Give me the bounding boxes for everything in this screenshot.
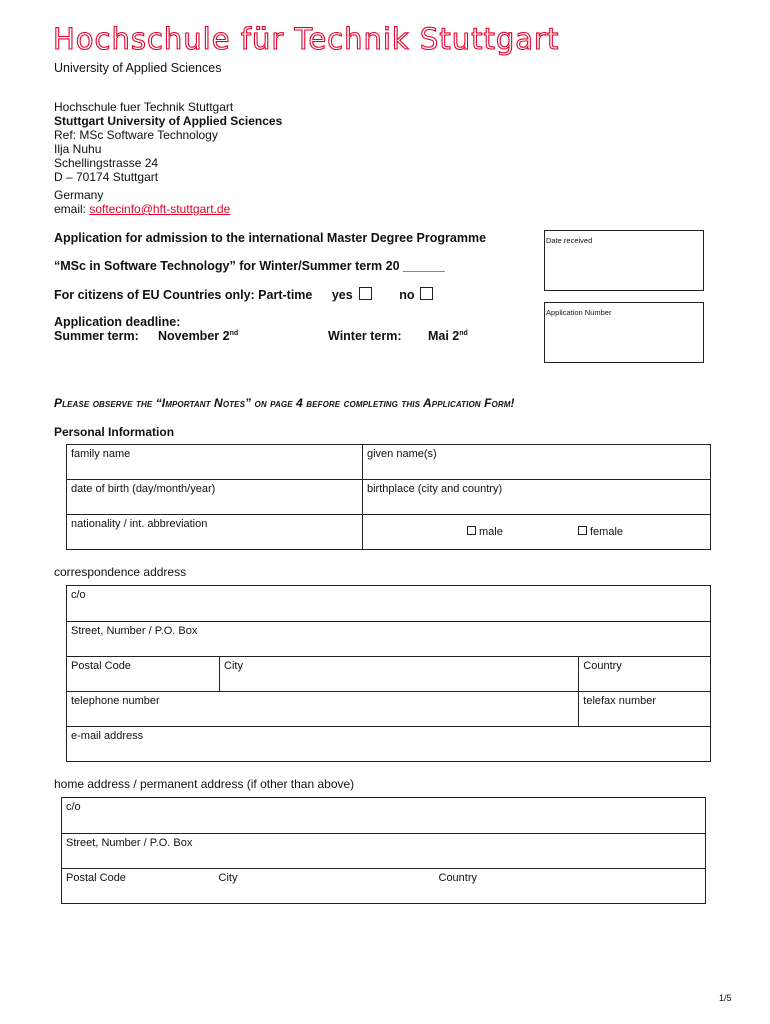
yes-label: yes bbox=[331, 288, 353, 302]
home-country-field[interactable] bbox=[435, 869, 706, 904]
address-line: Schellingstrasse 24 bbox=[54, 156, 159, 170]
family-name-label: family name bbox=[71, 448, 131, 460]
date-received-box[interactable] bbox=[544, 230, 704, 291]
nationality-field[interactable] bbox=[67, 515, 363, 550]
home-street-label: Street, Number / P.O. Box bbox=[66, 837, 193, 849]
programme-line: “MSc in Software Technology” for Winter/Summer term 20 ______ bbox=[54, 259, 445, 273]
home-city-field[interactable] bbox=[215, 869, 435, 904]
application-title: Application for admission to the international Master Degree Programme bbox=[54, 231, 487, 245]
corr-co-label: c/o bbox=[71, 589, 86, 601]
address-line: Ilja Nuhu bbox=[54, 142, 102, 156]
summer-term-date: November 2nd bbox=[158, 329, 239, 343]
corr-email-field[interactable] bbox=[67, 727, 711, 762]
no-checkbox[interactable] bbox=[420, 287, 433, 300]
corr-postal-label: Postal Code bbox=[71, 660, 131, 672]
address-line: D – 70174 Stuttgart bbox=[54, 170, 159, 184]
date-received-label: Date received bbox=[546, 236, 593, 245]
email-line bbox=[54, 202, 282, 216]
university-logo: Hochschule für Technik Stuttgart bbox=[53, 22, 560, 56]
birthplace-label: birthplace (city and country) bbox=[367, 483, 503, 495]
corr-telefax-label: telefax number bbox=[583, 695, 657, 707]
address-line: Hochschule fuer Technik Stuttgart bbox=[54, 100, 234, 114]
home-co-field[interactable] bbox=[62, 798, 706, 834]
corr-email-label: e-mail address bbox=[71, 730, 144, 742]
corr-telefax-field[interactable] bbox=[579, 692, 711, 727]
email-label: email: bbox=[54, 202, 90, 216]
home-postal-label: Postal Code bbox=[66, 872, 126, 884]
home-co-label: c/o bbox=[66, 801, 81, 813]
male-option[interactable] bbox=[467, 526, 503, 538]
dob-field[interactable] bbox=[67, 480, 363, 515]
summer-term-label: Summer term: bbox=[54, 329, 139, 343]
female-label: female bbox=[590, 526, 624, 538]
home-postal-field[interactable] bbox=[62, 869, 215, 904]
corr-telephone-label: telephone number bbox=[71, 695, 160, 707]
dob-label: date of birth (day/month/year) bbox=[71, 483, 216, 495]
corr-street-field[interactable] bbox=[67, 622, 711, 657]
corr-street-label: Street, Number / P.O. Box bbox=[71, 625, 198, 637]
corr-country-field[interactable] bbox=[579, 657, 711, 692]
address-line: Stuttgart University of Applied Sciences bbox=[54, 114, 283, 128]
home-street-field[interactable] bbox=[62, 834, 706, 869]
eu-parttime-label: For citizens of EU Countries only: Part-time bbox=[54, 288, 313, 302]
address-block bbox=[54, 100, 282, 216]
male-label: male bbox=[479, 526, 503, 538]
corr-country-label: Country bbox=[583, 660, 622, 672]
university-tagline: University of Applied Sciences bbox=[54, 61, 222, 75]
deadline-label: Application deadline: bbox=[54, 315, 181, 329]
winter-term-date: Mai 2nd bbox=[428, 329, 468, 343]
corr-city-field[interactable] bbox=[220, 657, 579, 692]
winter-term-label: Winter term: bbox=[328, 329, 402, 343]
home-address-heading: home address / permanent address (if other than above) bbox=[54, 777, 355, 791]
nationality-label: nationality / int. abbreviation bbox=[71, 518, 208, 530]
female-checkbox[interactable] bbox=[578, 526, 587, 535]
application-number-box[interactable] bbox=[544, 302, 704, 363]
personal-info-heading: Personal Information bbox=[54, 425, 175, 439]
important-notice: Please observe the “Important Notes” on page 4 before completing this Application Form! bbox=[54, 396, 515, 410]
given-names-field[interactable] bbox=[363, 445, 711, 480]
corr-city-label: City bbox=[224, 660, 243, 672]
female-option[interactable] bbox=[578, 526, 623, 538]
gender-field bbox=[363, 515, 711, 550]
no-label: no bbox=[399, 288, 415, 302]
home-country-label: Country bbox=[438, 872, 478, 884]
birthplace-field[interactable] bbox=[363, 480, 711, 515]
family-name-field[interactable] bbox=[67, 445, 363, 480]
given-names-label: given name(s) bbox=[367, 448, 437, 460]
yes-checkbox[interactable] bbox=[359, 287, 372, 300]
home-city-label: City bbox=[218, 872, 238, 884]
email-link[interactable]: softecinfo@hft-stuttgart.de bbox=[89, 202, 231, 216]
corr-postal-field[interactable] bbox=[67, 657, 220, 692]
page-number: 1/5 bbox=[719, 993, 732, 1003]
address-line: Germany bbox=[54, 188, 104, 202]
male-checkbox[interactable] bbox=[467, 526, 476, 535]
corr-telephone-field[interactable] bbox=[67, 692, 579, 727]
eu-parttime-line bbox=[54, 287, 433, 302]
correspondence-table bbox=[66, 585, 711, 762]
application-number-label: Application Number bbox=[546, 308, 612, 317]
address-line: Ref: MSc Software Technology bbox=[54, 128, 218, 142]
corr-co-field[interactable] bbox=[67, 586, 711, 622]
correspondence-heading: correspondence address bbox=[54, 565, 187, 579]
home-address-table bbox=[61, 797, 706, 904]
